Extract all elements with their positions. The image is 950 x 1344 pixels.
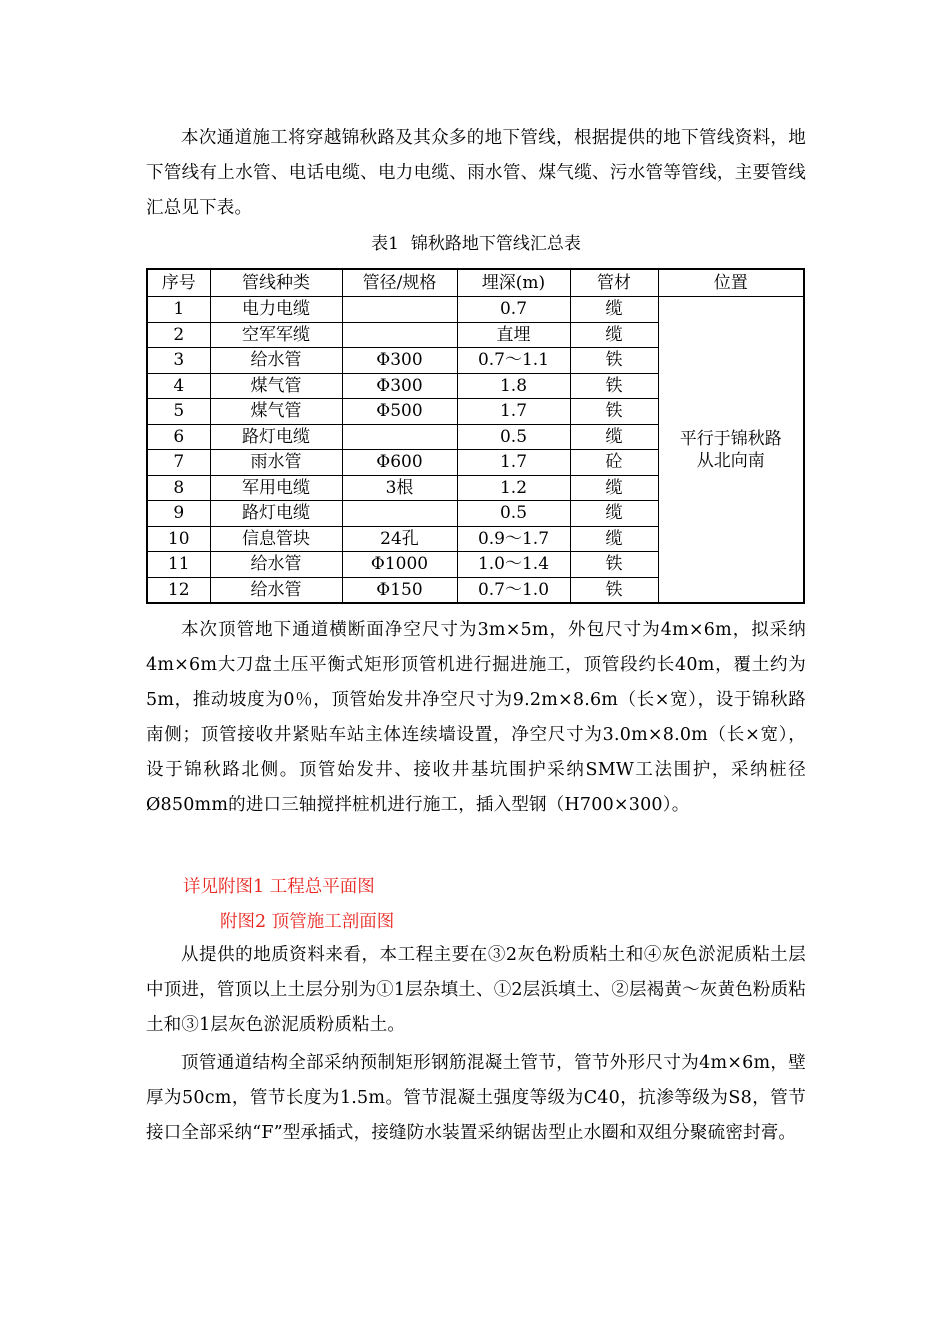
cell-material: 铁 [570, 373, 658, 399]
cell-depth: 0.7 [457, 297, 570, 323]
cell-material: 砼 [570, 450, 658, 476]
cell-diameter: 24孔 [342, 526, 457, 552]
cell-diameter [342, 297, 457, 323]
cell-type: 给水管 [210, 577, 342, 603]
cell-depth: 1.0～1.4 [457, 552, 570, 578]
cell-material: 铁 [570, 552, 658, 578]
figure-reference-1: 详见附图1 工程总平面图 [183, 877, 375, 897]
cell-material: 缆 [570, 297, 658, 323]
table-caption-label: 表1 [371, 234, 399, 254]
cell-material: 缆 [570, 526, 658, 552]
table-header-row [147, 269, 804, 297]
cell-diameter: Φ150 [342, 577, 457, 603]
table-caption-title: 锦秋路地下管线汇总表 [410, 234, 581, 254]
cell-type: 路灯电缆 [210, 424, 342, 450]
cell-depth: 0.5 [457, 424, 570, 450]
cell-diameter: Φ300 [342, 373, 457, 399]
cell-material: 铁 [570, 399, 658, 425]
cell-depth: 0.7～1.1 [457, 348, 570, 374]
paragraph-structure: 顶管通道结构全部采纳预制矩形钢筋混凝土管节，管节外形尺寸为4m×6m，壁厚为50cm，管节长度为1.5m。管节混凝土强度等级为C40，抗渗等级为S8，管节接口全部采纳“F”型承插式，接缝防水装置采纳锯齿型止水圈和双组分聚硫密封膏。 [146, 1053, 806, 1143]
cell-index: 10 [147, 526, 210, 552]
cell-index: 4 [147, 373, 210, 399]
cell-material: 缆 [570, 424, 658, 450]
table-row [147, 297, 804, 323]
cell-type: 煤气管 [210, 399, 342, 425]
cell-type: 给水管 [210, 552, 342, 578]
cell-depth: 1.7 [457, 450, 570, 476]
cell-depth: 1.8 [457, 373, 570, 399]
cell-index: 7 [147, 450, 210, 476]
cell-material: 缆 [570, 322, 658, 348]
cell-diameter [342, 501, 457, 527]
cell-diameter [342, 424, 457, 450]
cell-type: 军用电缆 [210, 475, 342, 501]
cell-index: 6 [147, 424, 210, 450]
pipeline-summary-table [146, 268, 805, 604]
header-pipeline-type: 管线种类 [210, 269, 342, 297]
header-depth: 埋深(m) [457, 269, 570, 297]
cell-index: 3 [147, 348, 210, 374]
cell-location [658, 297, 804, 604]
cell-diameter: 3根 [342, 475, 457, 501]
figure-reference-2: 附图2 顶管施工剖面图 [220, 912, 395, 932]
location-line-2: 从北向南 [696, 450, 765, 471]
header-location: 位置 [658, 269, 804, 297]
cell-depth: 1.2 [457, 475, 570, 501]
cell-index: 12 [147, 577, 210, 603]
cell-type: 雨水管 [210, 450, 342, 476]
cell-type: 空军军缆 [210, 322, 342, 348]
cell-diameter: Φ600 [342, 450, 457, 476]
cell-index: 2 [147, 322, 210, 348]
cell-type: 电力电缆 [210, 297, 342, 323]
table-caption [146, 232, 806, 256]
cell-type: 煤气管 [210, 373, 342, 399]
cell-depth: 0.7～1.0 [457, 577, 570, 603]
cell-type: 路灯电缆 [210, 501, 342, 527]
paragraph-pipe-jacking-dimensions: 本次顶管地下通道横断面净空尺寸为3m×5m，外包尺寸为4m×6m，拟采纳4m×6m大刀盘土压平衡式矩形顶管机进行掘进施工，顶管段约长40m，覆土约为5m，推动坡度为0％，顶管始发井净空尺寸为9.2m×8.6m（长×宽），设于锦秋路南侧；顶管接收井紧贴车站主体连续墙设置，净空尺寸为3.0m×8.0m（长×宽），设于锦秋路北侧。顶管始发井、接收井基坑围护采纳SMW工法围护，采纳桩径Ø850mm的进口三轴搅拌桩机进行施工，插入型钢（H700×300）。 [146, 620, 806, 815]
cell-diameter: Φ500 [342, 399, 457, 425]
header-index: 序号 [147, 269, 210, 297]
cell-depth: 0.9～1.7 [457, 526, 570, 552]
cell-index: 9 [147, 501, 210, 527]
cell-material: 缆 [570, 501, 658, 527]
cell-diameter [342, 322, 457, 348]
cell-index: 11 [147, 552, 210, 578]
cell-type: 给水管 [210, 348, 342, 374]
cell-type: 信息管块 [210, 526, 342, 552]
cell-diameter: Φ300 [342, 348, 457, 374]
cell-material: 铁 [570, 348, 658, 374]
cell-depth: 0.5 [457, 501, 570, 527]
cell-material: 缆 [570, 475, 658, 501]
cell-index: 1 [147, 297, 210, 323]
paragraph-pipelines-intro: 本次通道施工将穿越锦秋路及其众多的地下管线，根据提供的地下管线资料，地下管线有上水管、电话电缆、电力电缆、雨水管、煤气缆、污水管等管线，主要管线汇总见下表。 [146, 128, 806, 218]
location-line-1: 平行于锦秋路 [679, 428, 782, 449]
paragraph-geology: 从提供的地质资料来看，本工程主要在③2灰色粉质粘土和④灰色淤泥质粘土层中顶进，管顶以上土层分别为①1层杂填土、①2层浜填土、②层褐黄～灰黄色粉质粘土和③1层灰色淤泥质粉质粘土。 [146, 945, 806, 1035]
cell-depth: 1.7 [457, 399, 570, 425]
cell-index: 8 [147, 475, 210, 501]
cell-material: 铁 [570, 577, 658, 603]
cell-index: 5 [147, 399, 210, 425]
cell-diameter: Φ1000 [342, 552, 457, 578]
header-diameter: 管径/规格 [342, 269, 457, 297]
header-material: 管材 [570, 269, 658, 297]
cell-depth: 直埋 [457, 322, 570, 348]
